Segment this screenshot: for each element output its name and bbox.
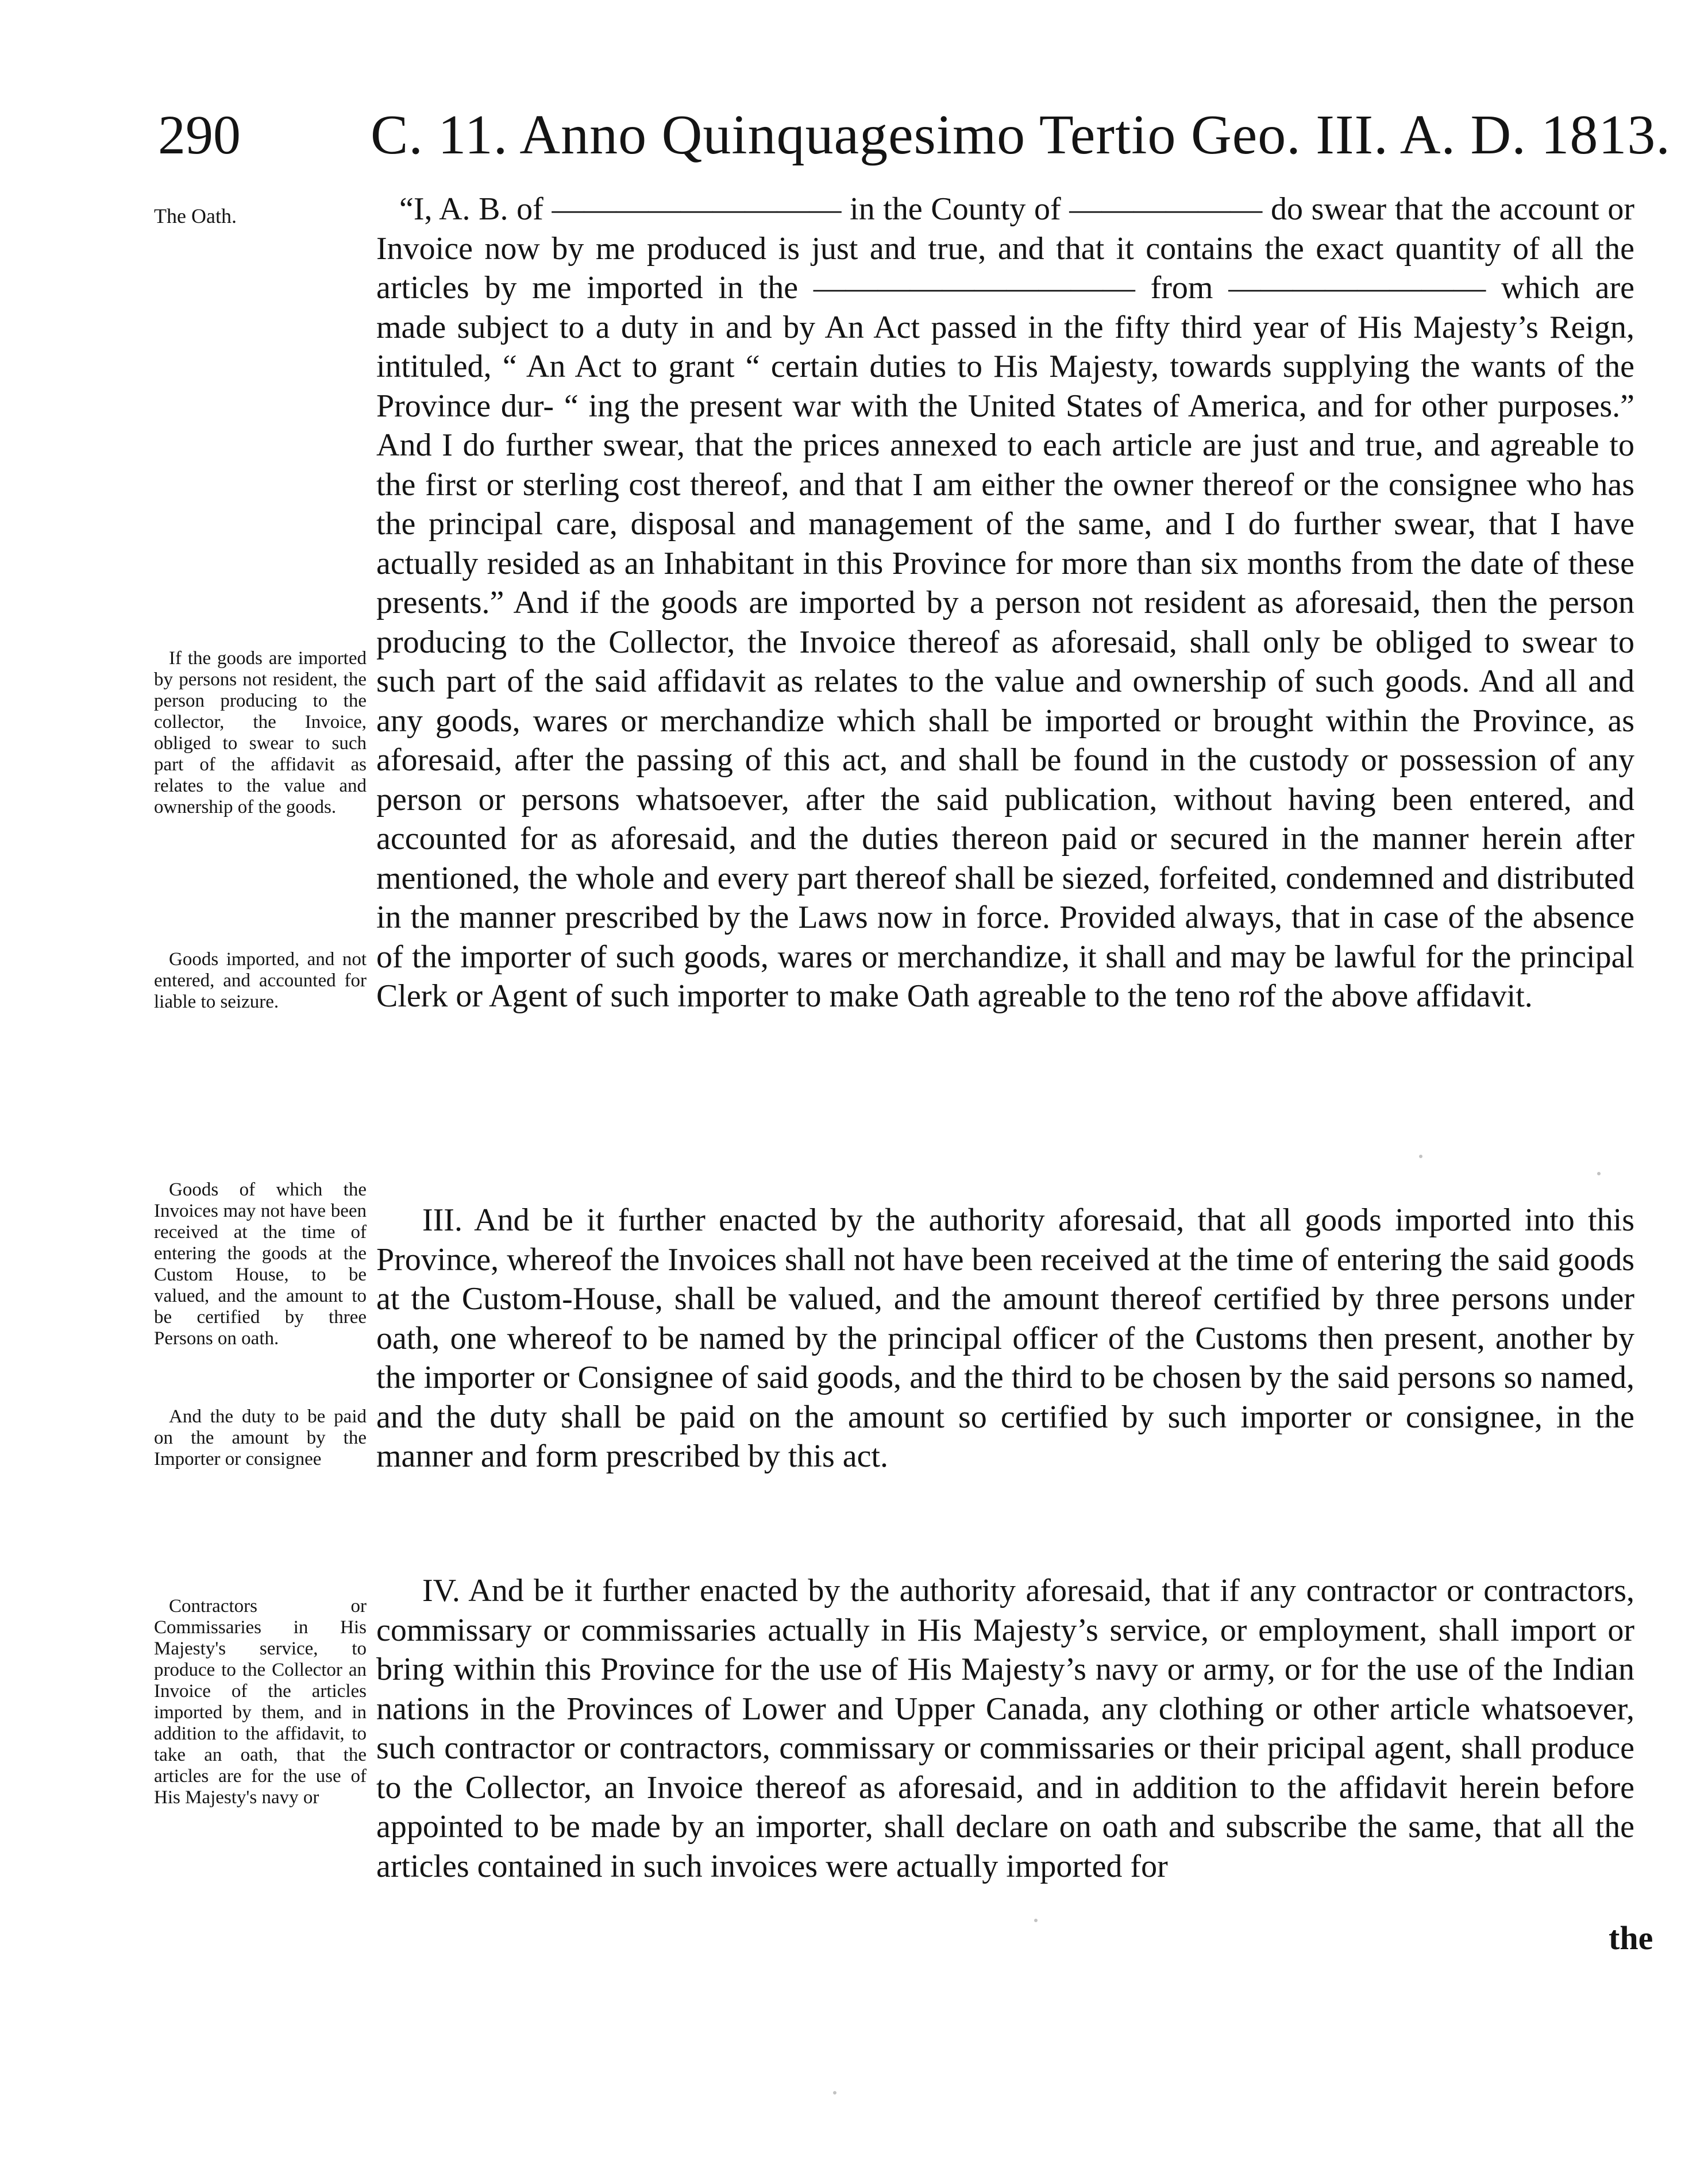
margin-note-invoices-not-received: Goods of which the Invoices may not have been received at the time of entering the goods at the Custom House, to be valued, and the amount to be certified by three Persons on oath.: [154, 1179, 367, 1349]
scan-speck: [1419, 1155, 1422, 1158]
section-iv-paragraph: IV. And be it further enacted by the authority aforesaid, that if any contractor or contractors, commissary or commissaries actually in His Majesty’s service, or employment, shall import or bring within this Province for the use of His Majesty’s navy or army, or for the use of the Indian nations in the Provinces of Lower and Upper Canada, any clothing or other article whatsoever, such contractor or contractors, commissary or commissaries or their pricipal agent, shall produce to the Collector, an Invoice thereof as aforesaid, and in addition to the affidavit herein before appointed to be made by an importer, shall declare on oath and subscribe the same, that all the articles contained in such invoices were actually imported for: [376, 1573, 1634, 1884]
running-head-title: C. 11. Anno Quinquagesimo Tertio Geo. III. A. D. 1813.: [371, 104, 1671, 166]
oath-paragraph: “I, A. B. of ————————— in the County of —————— do swear that the account or Invoice now by me produced is just and true, and that it contains the exact quantity of all the articles by me imported in the —————————— from ———————— which are made subject to a duty in and by An Act passed in the fifty third year of His Majesty’s Reign, intituled, “ An Act to grant “ certain duties to His Majesty, towards supplying the wants of the Province dur- “ ing the present war with the United States of America, and for other purposes.” And I do further swear, that the prices annexed to each article are just and true, and agreable to the first or sterling cost thereof, and that I am either the owner thereof or the consignee who has the principal care, disposal and management of the same, and I do further swear, that I have actually resided as an Inhabitant in this Province for more than six months from the date of these presents.” And if the goods are imported by a person not resident as aforesaid, then the person producing to the Collector, the Invoice thereof as aforesaid, shall only be obliged to swear to such part of the said affidavit as relates to the value and ownership of such goods. And all and any goods, wares or merchandize which shall be imported or brought within the Province, as aforesaid, after the passing of this act, and shall be found in the custody or possession of any person or persons whatsoever, after the said publication, without having been entered, and accounted for as aforesaid, and the duties thereon paid or secured in the manner herein after mentioned, the whole and every part thereof shall be siezed, forfeited, condemned and distributed in the manner prescribed by the Laws now in force. Provided always, that in case of the absence of the importer of such goods, wares or merchandize, it shall and may be lawful for the principal Clerk or Agent of such importer to make Oath agreable to the teno rof the above affidavit.: [376, 191, 1634, 1014]
page-number: 290: [158, 104, 241, 165]
margin-note-goods-not-entered: Goods imported, and not entered, and accounted for liable to seizure.: [154, 949, 367, 1012]
running-header: [158, 103, 1671, 178]
margin-note-contractors: Contractors or Commissaries in His Majesty's service, to produce to the Collector an Invoice of the articles imported by them, and in addition to the affidavit, to take an oath, that the articles are for the use of His Majesty's navy or: [154, 1596, 367, 1808]
section-iii-paragraph: III. And be it further enacted by the authority aforesaid, that all goods imported into this Province, whereof the Invoices shall not have been received at the time of entering the said goods at the Custom-House, shall be valued, and the amount thereof certified by three persons under oath, one whereof to be named by the principal officer of the Customs then present, another by the importer or Consignee of said goods, and the third to be chosen by the said persons so named, and the duty shall be paid on the amount so certified by such importer or consignee, in the manner and form prescribed by this act.: [376, 1202, 1634, 1474]
margin-note-oath: The Oath.: [154, 206, 237, 227]
catchword: the: [1609, 1919, 1653, 1957]
margin-note-nonresident-goods: If the goods are imported by persons not resident, the person producing to the collector, the Invoice, obliged to swear to such part of the affidavit as relates to the value and ownership of the goods.: [154, 648, 367, 817]
scan-speck: [1597, 1172, 1601, 1175]
margin-note-duty-paid: And the duty to be paid on the amount by the Importer or consignee: [154, 1406, 367, 1469]
scan-speck: [1034, 1919, 1038, 1922]
scan-speck: [833, 2091, 836, 2094]
